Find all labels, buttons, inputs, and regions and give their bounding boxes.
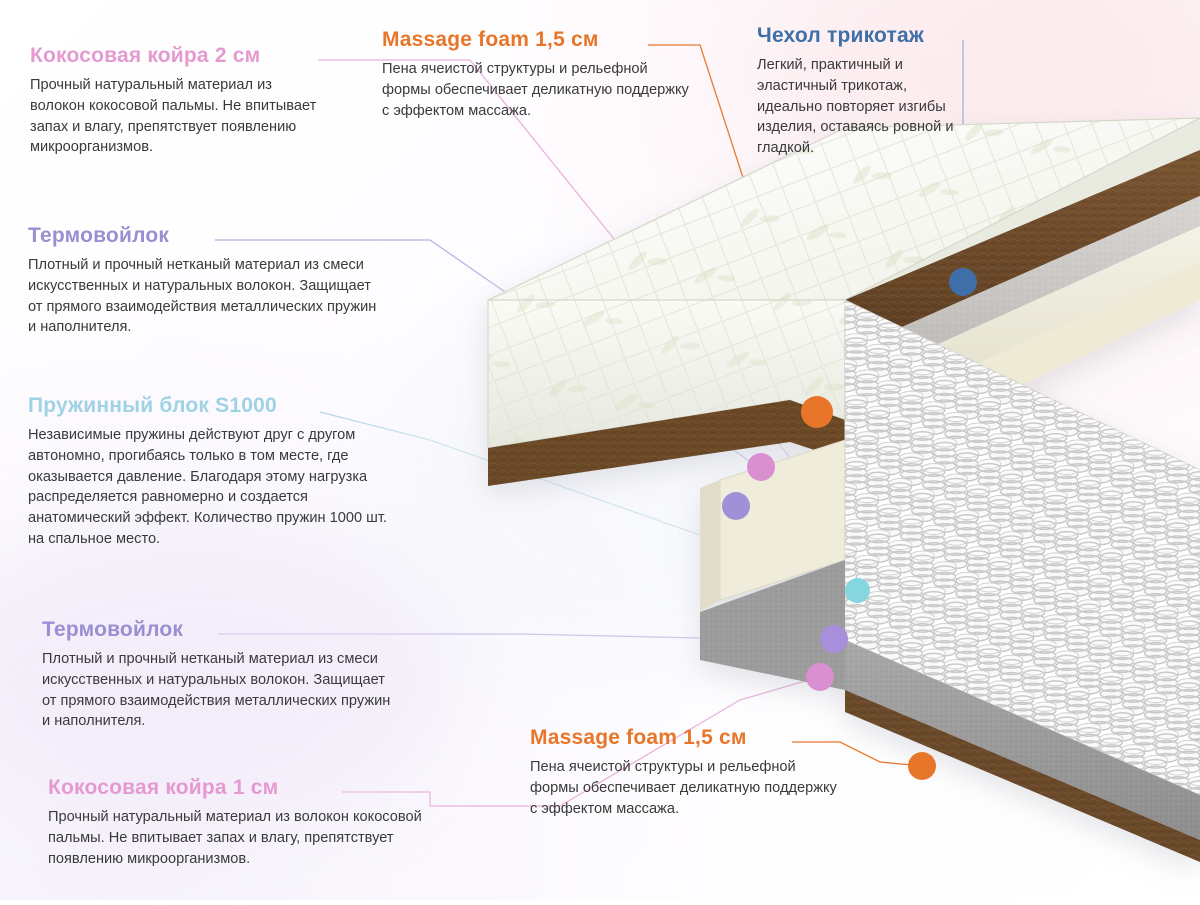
callout-title: Пружинный блок S1000	[28, 394, 398, 418]
callout-thermofelt-top	[28, 224, 380, 338]
callout-title: Massage foam 1,5 см	[530, 726, 840, 750]
marker-dot-spring	[845, 578, 870, 603]
callout-massage-foam-bottom	[530, 726, 840, 819]
marker-dot-coir-1	[806, 663, 834, 691]
marker-dot-felt-bottom	[820, 625, 848, 653]
callout-title: Кокосовая койра 2 см	[30, 44, 330, 68]
marker-dot-foam-top	[801, 396, 833, 428]
callout-massage-foam-top	[382, 28, 692, 121]
callout-title: Чехол трикотаж	[757, 24, 967, 48]
callout-coir-1	[48, 776, 448, 869]
marker-dot-felt-top	[722, 492, 750, 520]
callout-text: Пена ячеистой структуры и рельефной формы обеспечивает деликатную поддержку с эффектом массажа.	[382, 59, 692, 121]
callout-title: Кокосовая койра 1 см	[48, 776, 448, 800]
callout-coir-2	[30, 44, 330, 158]
marker-dot-foam-bottom	[908, 752, 936, 780]
callout-text: Пена ячеистой структуры и рельефной формы обеспечивает деликатную поддержку с эффектом массажа.	[530, 757, 840, 819]
marker-dot-cover	[949, 268, 977, 296]
callout-thermofelt-bottom	[42, 618, 394, 732]
callout-title: Термовойлок	[28, 224, 380, 248]
callout-text: Прочный натуральный материал из волокон кокосовой пальмы. Не впитывает запах и влагу, препятствует появлению микроорганизмов.	[30, 75, 330, 158]
marker-dot-coir-2	[747, 453, 775, 481]
callout-text: Плотный и прочный нетканый материал из смеси искусственных и натуральных волокон. Защищает от прямого взаимодействия металлических пружин и наполнителя.	[28, 255, 380, 338]
callout-title: Термовойлок	[42, 618, 394, 642]
callout-spring-block	[28, 394, 398, 549]
callout-text: Прочный натуральный материал из волокон кокосовой пальмы. Не впитывает запах и влагу, препятствует появлению микроорганизмов.	[48, 807, 448, 869]
callout-knit-cover	[757, 24, 967, 159]
callout-title: Massage foam 1,5 см	[382, 28, 692, 52]
callout-text: Независимые пружины действуют друг с другом автономно, прогибаясь только в том месте, где оказывается давление. Благодаря этому нагрузка распределяется равномерно и создается анатомический эффект. Количество пружин 1000 шт. на спальное место.	[28, 425, 398, 549]
callout-text: Легкий, практичный и эластичный трикотаж, идеально повторяет изгибы изделия, оставаясь ровной и гладкой.	[757, 55, 967, 159]
callout-text: Плотный и прочный нетканый материал из смеси искусственных и натуральных волокон. Защищает от прямого взаимодействия металлических пружин и наполнителя.	[42, 649, 394, 732]
